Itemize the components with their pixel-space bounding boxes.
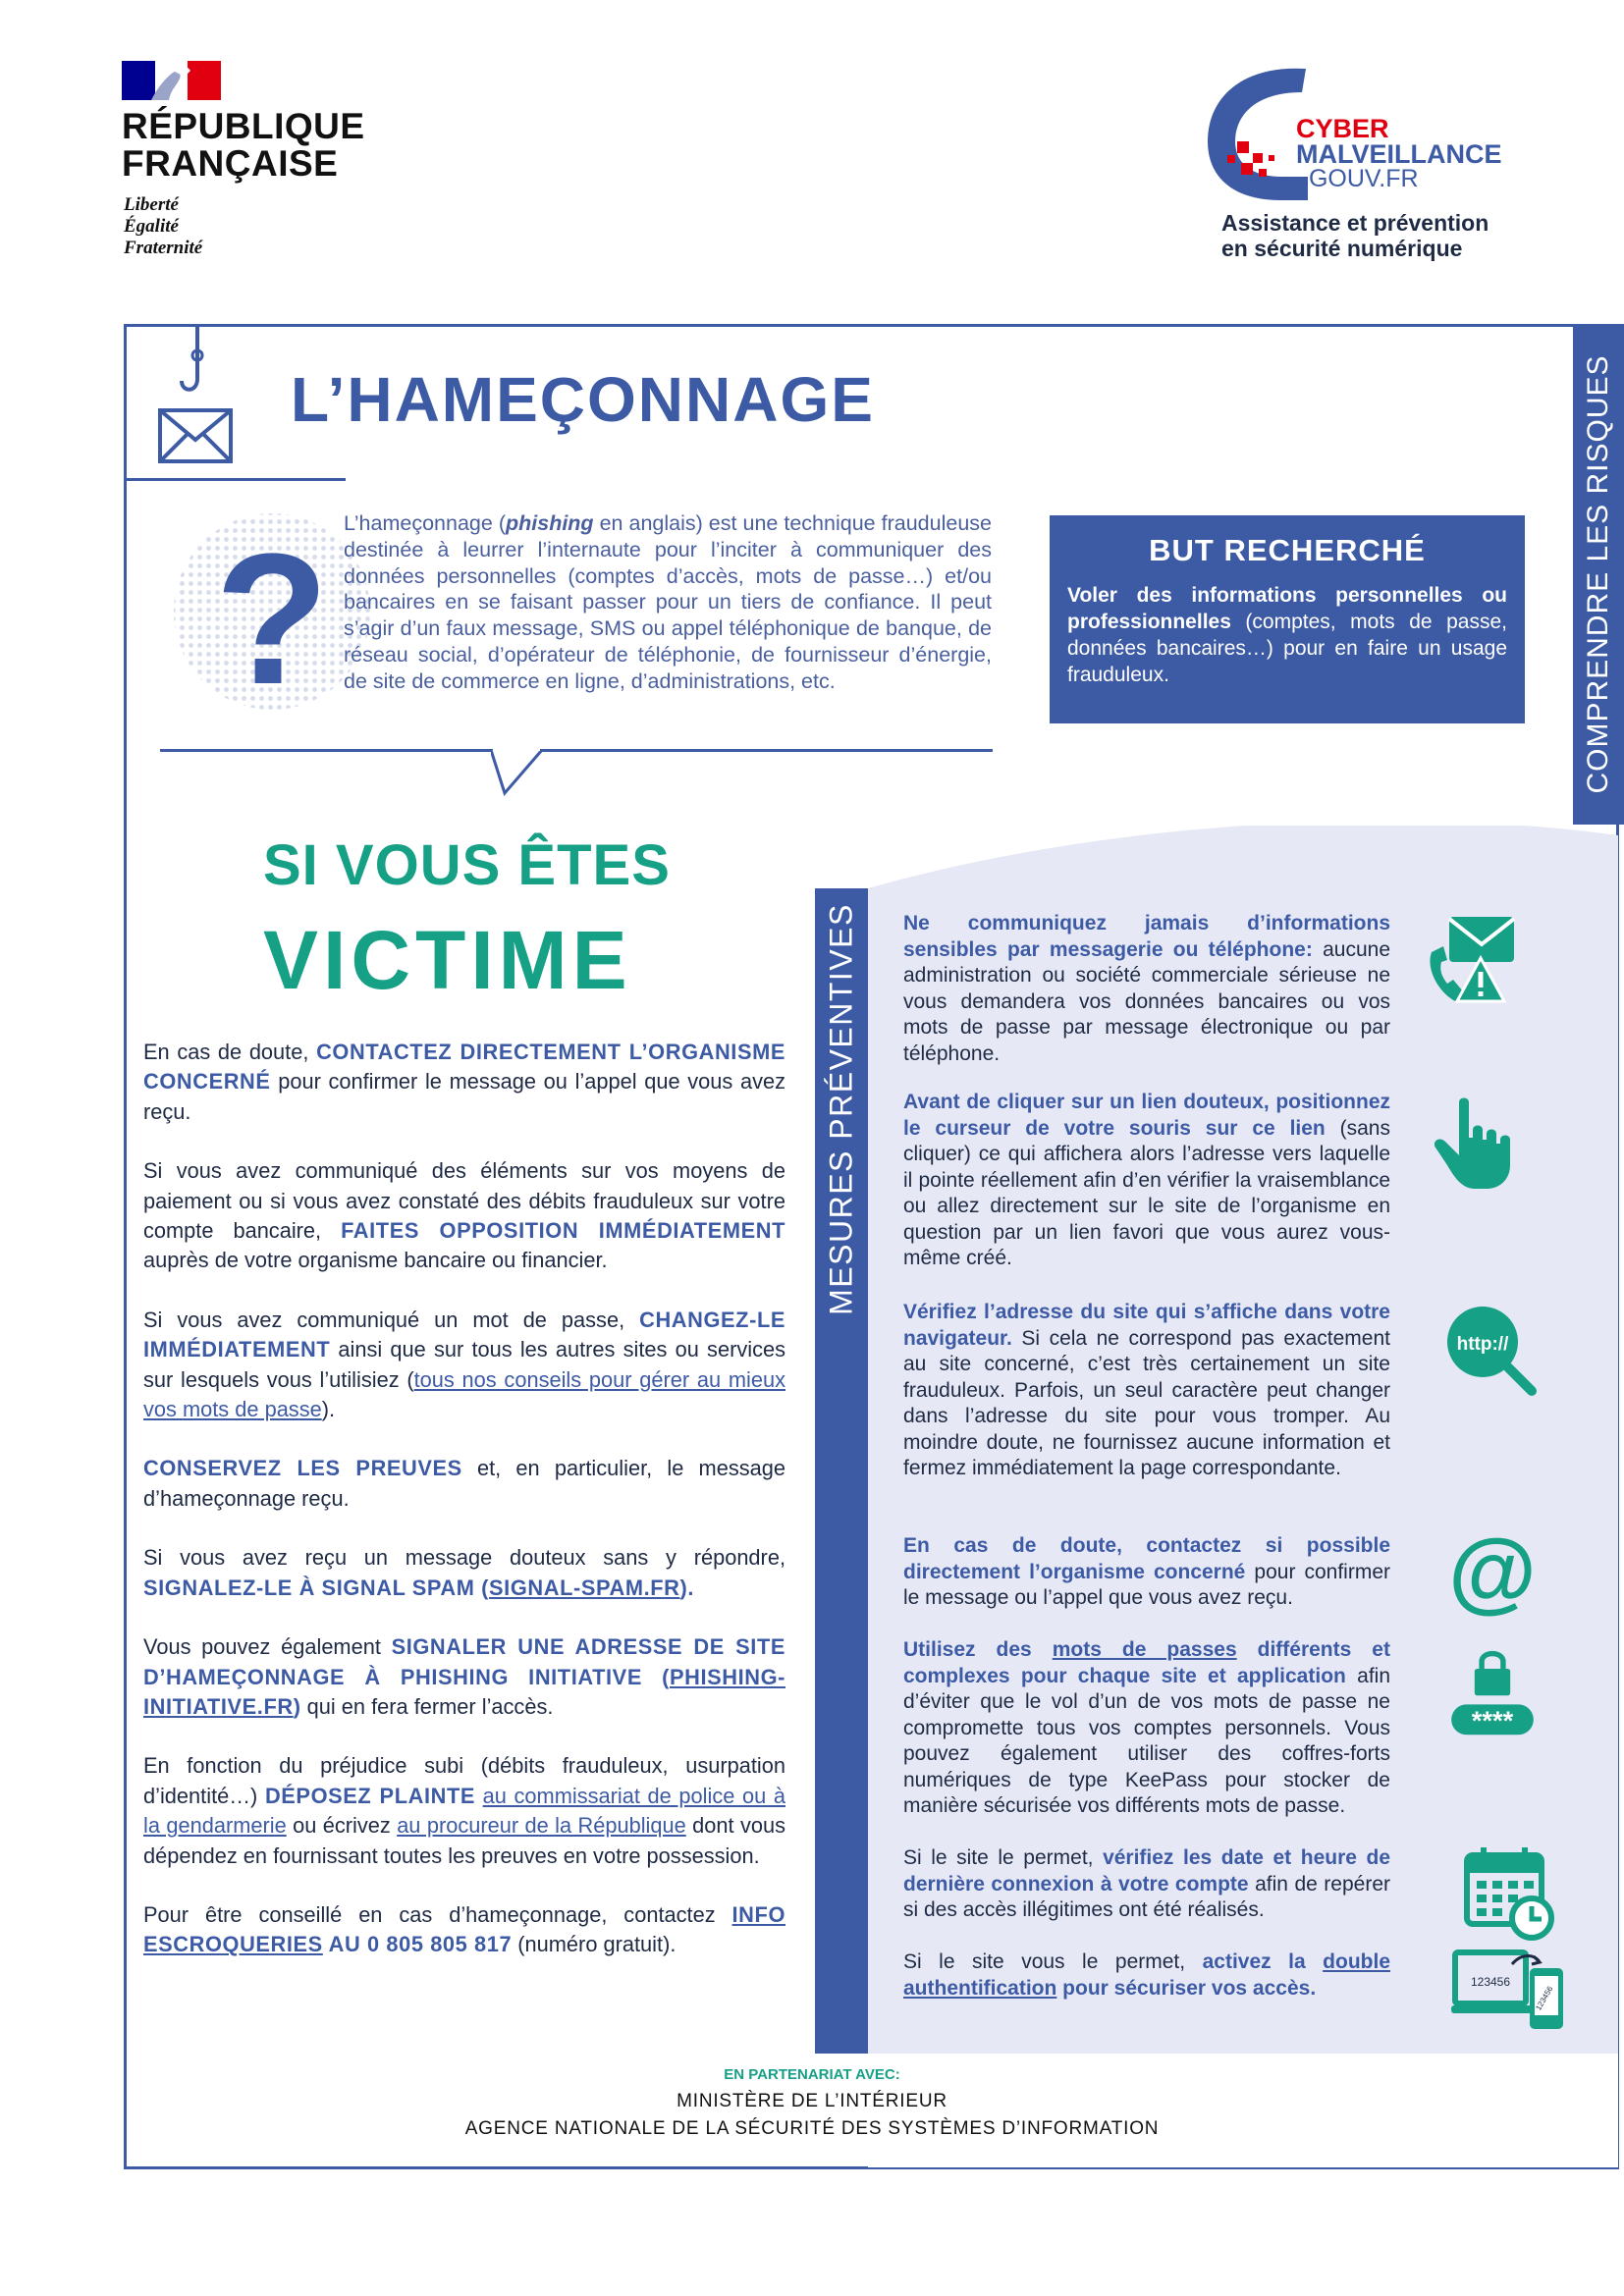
victim-advice-8: Pour être conseillé en cas d’hameçonnage, contactez INFO ESCROQUERIES AU 0 805 805 817 (numéro gratuit). xyxy=(143,1901,785,1957)
preventive-item-1: Ne communiquez jamais d’informations sensibles par messagerie ou téléphone: aucune administration ou société commerciale sérieuse ne vous demandera vos données bancaires ou vos mots de passe par message électronique ou par téléphone. xyxy=(903,912,1390,1065)
tagline-line-2: en sécurité numérique xyxy=(1221,236,1463,261)
preventive-item-3: Vérifiez l’adresse du site qui s’affiche dans votre navigateur. Si cela ne correspond pas exactement au site concerné, c’est très certainement un site frauduleux. Parfois, un seul caractère peut changer dans l’adresse du site pour vous tromper. Au moindre doute, ne fournissez aucune information et fermez immédiatement la page correspondante. xyxy=(903,1301,1390,1479)
partner-anssi: AGENCE NATIONALE DE LA SÉCURITÉ DES SYSTÈMES D’INFORMATION xyxy=(464,2118,1160,2139)
svg-text:@: @ xyxy=(1448,1522,1537,1620)
intro-paragraph: L’hameçonnage (phishing en anglais) est une technique frauduleuse destinée à leurrer l’internaute pour l’inciter à communiquer des données personnelles (comptes d’accès, mots de passe…) et/ou bancaires en se faisant passer pour un tiers de confiance. Il peut s’agir d’un faux message, SMS ou appel téléphonique de banque, de réseau social, d’opérateur de téléphonie, de fournisseur d’énergie, de site de commerce en ligne, d’administrations, etc. xyxy=(344,511,992,693)
victim-advice-4: CONSERVEZ LES PREUVES et, en particulier, le message d’hameçonnage reçu. xyxy=(143,1456,786,1511)
logo-malveillance-text: MALVEILLANCE xyxy=(1296,139,1502,169)
cybermalveillance-tagline xyxy=(1221,210,1489,261)
victim-heading-line-2: VICTIME xyxy=(263,914,632,1006)
preventive-item-2: Avant de cliquer sur un lien douteux, positionnez le curseur de votre souris sur ce lien (sans cliquer) ce qui affichera alors l’adresse vers laquelle il pointe réellement afin d’en vérifier la vraisemblance ou allez directement sur le site de l’organisme en question par un lien favori que vous aurez vous-même créé. xyxy=(903,1091,1390,1269)
marianne-flag-logo xyxy=(122,61,221,100)
preventive-band-label: MESURES PRÉVENTIVES xyxy=(823,903,859,1315)
page-title: L’HAMEÇONNAGE xyxy=(291,364,875,435)
at-sign-icon xyxy=(1443,1522,1542,1620)
password-icon-label: **** xyxy=(1471,1704,1514,1735)
double-authentication-link[interactable]: double authentification xyxy=(903,1950,1390,2000)
motto-liberte: Liberté xyxy=(124,194,179,215)
motto-egalite: Égalité xyxy=(124,216,179,237)
side-tab-label: COMPRENDRE LES RISQUES xyxy=(1582,354,1614,794)
logo-gouv-text: .GOUV.FR xyxy=(1302,165,1419,192)
victim-advice-5: Si vous avez reçu un message douteux sans y répondre, SIGNALEZ-LE À SIGNAL SPAM (SIGNAL-SPAM.FR). xyxy=(143,1545,785,1600)
fishing-hook-envelope-icon xyxy=(152,324,241,471)
password-advice-link[interactable]: tous nos conseils pour gérer au mieux vos mots de passe xyxy=(143,1366,785,1422)
pointer-hand-icon xyxy=(1426,1095,1524,1193)
title-underline xyxy=(124,478,346,481)
svg-text:?: ? xyxy=(214,515,330,715)
preventive-item-7: Si le site vous le permet, activez la double authentification pour sécuriser vos accès. xyxy=(903,1950,1390,2000)
victim-advice-2: Si vous avez communiqué des éléments sur vos moyens de paiement ou si vous avez constaté des débits frauduleux sur votre compte bancaire, FAITES OPPOSITION IMMÉDIATEMENT auprès de votre organisme bancaire ou financier. xyxy=(143,1158,785,1273)
victim-advice-7: En fonction du préjudice subi (débits frauduleux, usurpation d’identité…) DÉPOSEZ PLAINTE au commissariat de police ou à la gendarmerie ou écrivez au procureur de la République dont vous dépendez en fournissant toutes les preuves en votre possession. xyxy=(143,1753,786,1868)
phishing-term: phishing xyxy=(506,511,594,535)
speech-bubble-line xyxy=(160,749,993,752)
tagline-line-1: Assistance et prévention xyxy=(1221,210,1489,236)
republique-line: RÉPUBLIQUE xyxy=(122,106,365,146)
goal-title: BUT RECHERCHÉ xyxy=(1149,533,1426,567)
motto-fraternite: Fraternité xyxy=(124,238,203,258)
republique-francaise-title xyxy=(122,108,365,183)
police-station-link[interactable]: au commissariat de police ou à la gendarmerie xyxy=(143,1783,785,1839)
goal-box xyxy=(1050,515,1525,723)
2fa-screen-code: 123456 xyxy=(1470,1975,1511,1989)
preventive-item-6: Si le site le permet, vérifiez les date et heure de dernière connexion à votre compte afin de repérer si des accès illégitimes ont été réalisés. xyxy=(903,1846,1390,1921)
logo-cyber-text: CYBER xyxy=(1296,114,1389,143)
message-phone-warning-icon xyxy=(1422,913,1520,1011)
francaise-line: FRANÇAISE xyxy=(122,143,339,184)
victim-advice-3: Si vous avez communiqué un mot de passe, CHANGEZ-LE IMMÉDIATEMENT ainsi que sur tous les autres sites ou services sur lesquels vous l’utilisiez (tous nos conseils pour gérer au mieux vos mots de passe). xyxy=(143,1307,785,1422)
frame-top-border xyxy=(124,324,1575,327)
republic-motto xyxy=(124,194,202,259)
speech-bubble-tail xyxy=(491,748,560,797)
url-icon-label: http:// xyxy=(1456,1334,1509,1355)
password-tips-link[interactable]: mots de passes xyxy=(1052,1638,1237,1661)
prosecutor-link[interactable]: au procureur de la République xyxy=(397,1813,686,1839)
partner-ministry: MINISTÈRE DE L’INTÉRIEUR xyxy=(677,2091,947,2111)
victim-advice-1: En cas de doute, CONTACTEZ DIRECTEMENT L’ORGANISME CONCERNÉ pour confirmer le message ou l’appel que vous avez reçu. xyxy=(143,1040,785,1124)
calendar-clock-icon xyxy=(1461,1845,1559,1944)
info-escroqueries-link[interactable]: INFO ESCROQUERIES xyxy=(143,1901,785,1957)
partner-label: EN PARTENARIAT AVEC: xyxy=(724,2066,900,2083)
double-authentication-icon xyxy=(1451,1949,1569,2047)
phishing-initiative-link[interactable]: PHISHING-INITIATIVE.FR xyxy=(143,1664,785,1719)
victim-heading-line-1: SI VOUS ÊTES xyxy=(263,833,671,897)
goal-text: Voler des informations personnelles ou professionnelles (comptes, mots de passe, données bancaires…) pour en faire un usage frauduleux. xyxy=(1067,584,1507,686)
frame-left-border xyxy=(124,324,127,2169)
preventive-item-4: En cas de doute, contactez si possible directement l’organisme concerné pour confirmer le message ou l’appel que vous avez reçu. xyxy=(903,1534,1391,1609)
url-magnifier-icon xyxy=(1441,1301,1540,1399)
cybermalveillance-logo xyxy=(1200,61,1514,208)
victim-advice-6: Vous pouvez également SIGNALER UNE ADRESSE DE SITE D’HAMEÇONNAGE À PHISHING INITIATIVE (PHISHING-INITIATIVE.FR) qui en fera fermer l’accès. xyxy=(143,1634,785,1719)
lock-password-icon xyxy=(1443,1649,1542,1747)
signal-spam-link[interactable]: SIGNAL-SPAM.FR xyxy=(489,1575,680,1600)
victim-advice-column xyxy=(143,1038,785,1990)
2fa-phone-code: 123456 xyxy=(1534,1984,1555,2012)
preventive-item-5: Utilisez des mots de passes différents et complexes pour chaque site et application afin d’éviter que le vol d’un de vos mots de passe ne compromette tous vos comptes personnels. Vous pouvez également utiliser des coffres-forts numériques de type KeePass pour stocker de manière sécurisée vos différents mots de passe. xyxy=(903,1638,1391,1817)
